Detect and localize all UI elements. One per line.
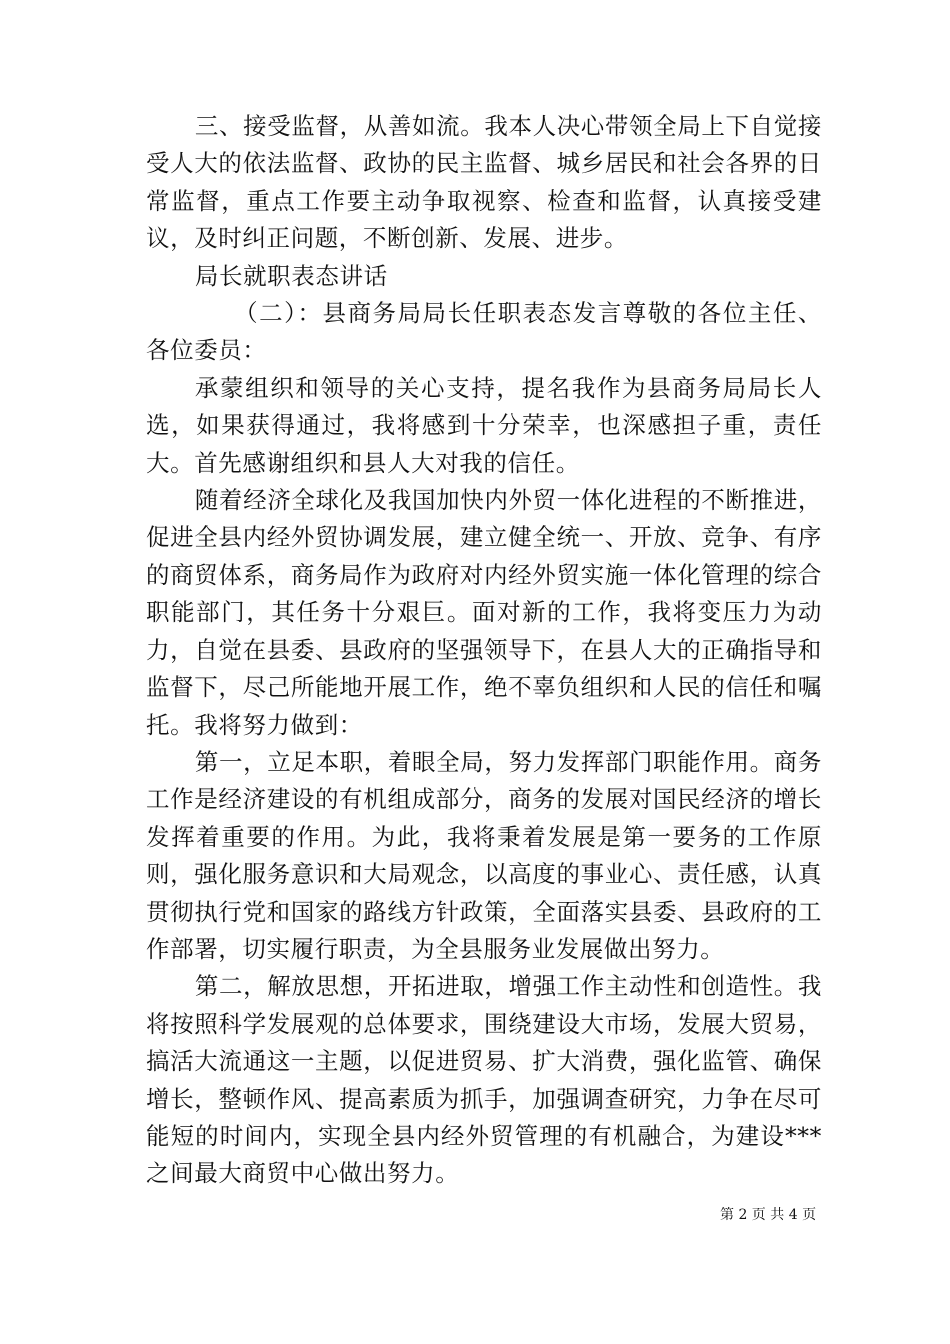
paragraph-gratitude: 承蒙组织和领导的关心支持，提名我作为县商务局局长人选，如果获得通过，我将感到十分荣幸，也深感担子重，责任大。首先感谢组织和县人大对我的信任。 [146, 373, 822, 477]
paragraph-point-one: 第一，立足本职，着眼全局，努力发挥部门职能作用。商务工作是经济建设的有机组成部分，商务的发展对国民经济的增长发挥着重要的作用。为此，我将秉着发展是第一要务的工作原则，强化服务意识和大局观念，以高度的事业心、责任感，认真贯彻执行党和国家的路线方针政策，全面落实县委、县政府的工作部署，切实履行职责，为全县服务业发展做出努力。 [146, 747, 822, 963]
speech-subtitle: （二）：县商务局局长任职表态发言尊敬的各位主任、各位委员： [146, 299, 822, 365]
page-number: 第 2 页 共 4 页 [720, 1207, 817, 1223]
paragraph-background: 随着经济全球化及我国加快内外贸一体化进程的不断推进，促进全县内经外贸协调发展，建立健全统一、开放、竞争、有序的商贸体系，商务局作为政府对内经外贸实施一体化管理的综合职能部门，其任务十分艰巨。面对新的工作，我将变压力为动力，自觉在县委、县政府的坚强领导下，在县人大的正确指导和监督下，尽己所能地开展工作，绝不辜负组织和人民的信任和嘱托。我将努力做到： [146, 486, 822, 739]
paragraph-supervision: 三、接受监督，从善如流。我本人决心带领全局上下自觉接受人大的依法监督、政协的民主监督、城乡居民和社会各界的日常监督，重点工作要主动争取视察、检查和监督，认真接受建议，及时纠正问题，不断创新、发展、进步。 [146, 112, 822, 253]
paragraph-point-two: 第二，解放思想，开拓进取，增强工作主动性和创造性。我将按照科学发展观的总体要求，围绕建设大市场，发展大贸易，搞活大流通这一主题，以促进贸易、扩大消费，强化监管、确保增长，整顿作风、提高素质为抓手，加强调查研究，力争在尽可能短的时间内，实现全县内经外贸管理的有机融合，为建设***之间最大商贸中心做出努力。 [146, 972, 822, 1188]
document-body [146, 108, 822, 1193]
section-heading: 局长就职表态讲话 [194, 261, 388, 290]
